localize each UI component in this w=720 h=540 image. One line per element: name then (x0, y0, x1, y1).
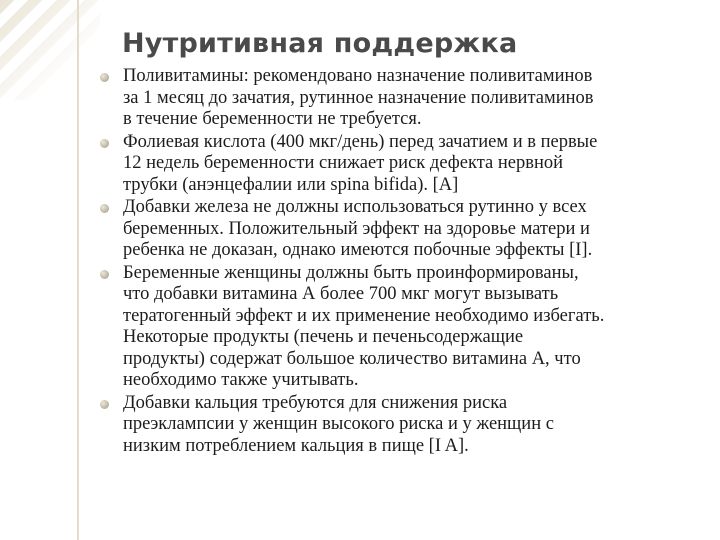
bullet-text: Фолиевая кислота (400 мкг/день) перед зачатием и в первые 12 недель беременности снижает риск дефекта нервной трубки (анэнцефалии или spina bifida). [A] (123, 131, 598, 195)
slide-title: Нутритивная поддержка (122, 28, 518, 59)
bullet-text: Беременные женщины должны быть проинформированы, что добавки витамина А более 700 мкг могут вызывать тератогенный эффект и их применение необходимо избегать. Некоторые продукты (печень и печеньсодержащие продукты) содержат большое количество витамина А, что необходимо также учитывать. (123, 262, 605, 390)
bullet-text: Добавки кальция требуются для снижения риска преэклампсии у женщин высокого риска и у женщин с низким потреблением кальция в пище [I A]. (123, 392, 554, 456)
bullet-item-vitamin-a (100, 263, 705, 392)
bullet-text: Добавки железа не должны использоваться рутинно у всех беременных. Положительный эффект на здоровье матери и ребенка не доказан, однако имеются побочные эффекты [I]. (123, 197, 593, 260)
bullet-item-iron (100, 197, 705, 262)
round-bullet-icon (100, 204, 109, 213)
round-bullet-icon (100, 400, 109, 409)
bullet-item-folic-acid (100, 132, 705, 197)
round-bullet-icon (100, 270, 109, 279)
bullet-list (100, 66, 705, 458)
bullet-item-calcium (100, 393, 705, 458)
round-bullet-icon (100, 139, 109, 148)
vertical-accent-line (77, 0, 79, 540)
bullet-item-multivitamins (100, 66, 705, 131)
corner-stripe-decoration (0, 0, 100, 100)
bullet-text: Поливитамины: рекомендовано назначение поливитаминов за 1 месяц до зачатия, рутинное назначение поливитаминов в течение беременности не требуется. (123, 66, 594, 129)
round-bullet-icon (100, 73, 109, 82)
